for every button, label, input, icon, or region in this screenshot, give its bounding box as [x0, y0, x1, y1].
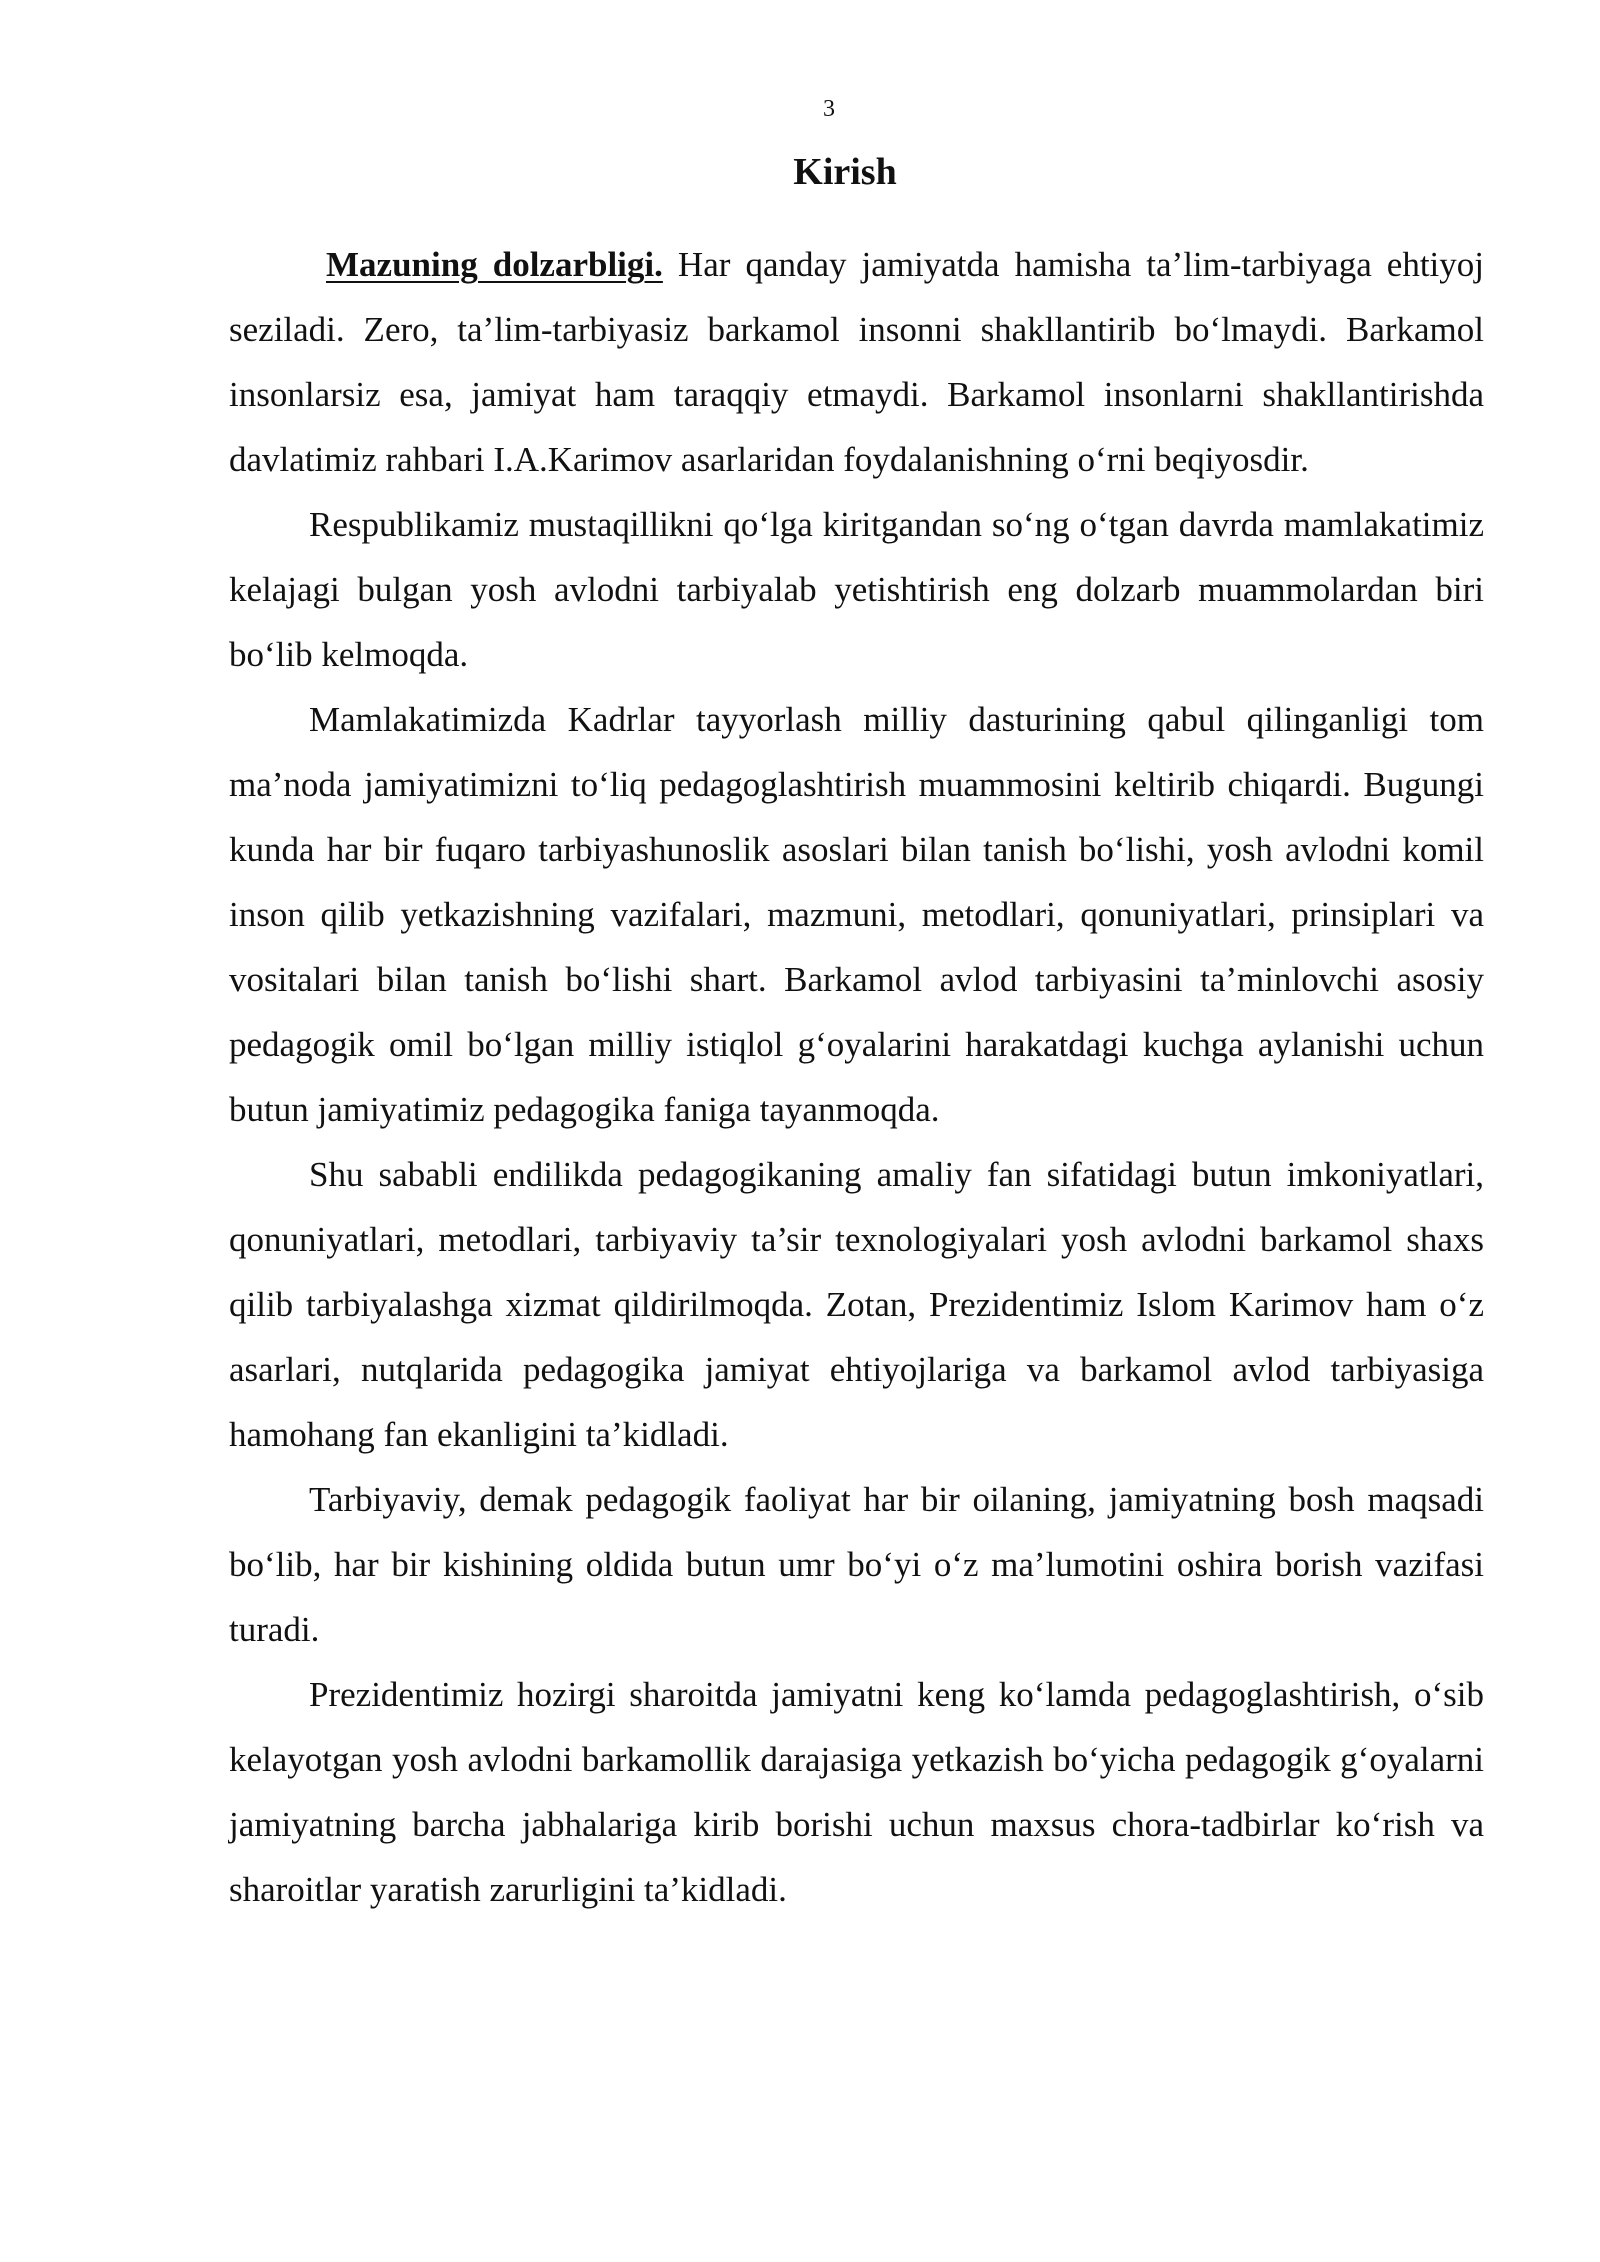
- page-number: 3: [823, 96, 835, 122]
- paragraph-text: Har qanday jamiyatda hamisha ta’lim-tarbiyaga ehtiyoj seziladi. Zero, ta’lim-tarbiyasiz barkamol insonni shakllantirib bo‘lmaydi. Barkamol insonlarsiz esa, jamiyat ham taraqqiy etmaydi. Barkamol insonlarni shakllantirishda davlatimiz rahbari I.A.Karimov asarlaridan foydalanishning o‘rni beqiyosdir.: [229, 245, 1484, 479]
- paragraph-5: Tarbiyaviy, demak pedagogik faoliyat har bir oilaning, jamiyatning bosh maqsadi bo‘lib, har bir kishining oldida butun umr bo‘yi o‘z ma’lumotini oshira borish vazifasi turadi.: [229, 1480, 1484, 1649]
- body-text: [229, 232, 1484, 1922]
- section-title: Kirish: [793, 151, 897, 193]
- paragraph-6: Prezidentimiz hozirgi sharoitda jamiyatni keng ko‘lamda pedagoglashtirish, o‘sib kelayotgan yosh avlodni barkamollik darajasiga yetkazish bo‘yicha pedagogik g‘oyalarni jamiyatning barcha jabhalariga kirib borishi uchun maxsus chora-tadbirlar ko‘rish va sharoitlar yaratish zarurligini ta’kidladi.: [229, 1675, 1484, 1909]
- paragraph-4: Shu sababli endilikda pedagogikaning amaliy fan sifatidagi butun imkoniyatlari, qonuniyatlari, metodlari, tarbiyaviy ta’sir texnologiyalari yosh avlodni barkamol shaxs qilib tarbiyalashga xizmat qildirilmoqda. Zotan, Prezidentimiz Islom Karimov ham o‘z asarlari, nutqlarida pedagogika jamiyat ehtiyojlariga va barkamol avlod tarbiyasiga hamohang fan ekanligini ta’kidladi.: [229, 1155, 1484, 1454]
- paragraph-lead-heading: Mazuning dolzarbligi.: [326, 245, 663, 284]
- paragraph-2: Respublikamiz mustaqillikni qo‘lga kiritgandan so‘ng o‘tgan davrda mamlakatimiz kelajagi bulgan yosh avlodni tarbiyalab yetishtirish eng dolzarb muammolardan biri bo‘lib kelmoqda.: [229, 505, 1484, 674]
- paragraph-3: Mamlakatimizda Kadrlar tayyorlash milliy dasturining qabul qilinganligi tom ma’noda jamiyatimizni to‘liq pedagoglashtirish muammosini keltirib chiqardi. Bugungi kunda har bir fuqaro tarbiyashunoslik asoslari bilan tanish bo‘lishi, yosh avlodni komil inson qilib yetkazishning vazifalari, mazmuni, metodlari, qonuniyatlari, prinsiplari va vositalari bilan tanish bo‘lishi shart. Barkamol avlod tarbiyasini ta’minlovchi asosiy pedagogik omil bo‘lgan milliy istiqlol g‘oyalarini harakatdagi kuchga aylanishi uchun butun jamiyatimiz pedagogika faniga tayanmoqda.: [229, 700, 1484, 1129]
- paragraph-1: [229, 232, 1484, 492]
